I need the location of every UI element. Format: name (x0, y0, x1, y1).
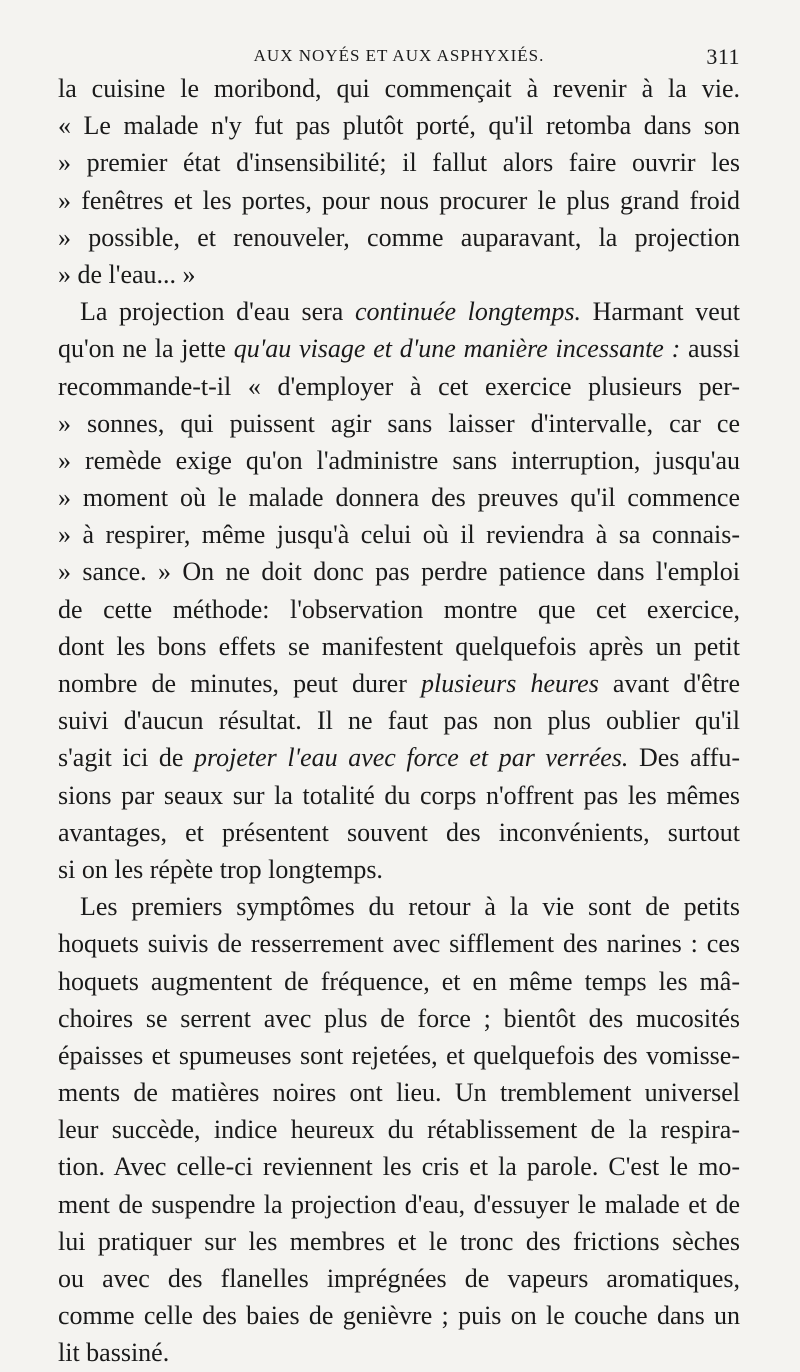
text-line (58, 293, 740, 330)
text-line (58, 851, 740, 888)
text-line (58, 1000, 740, 1037)
text-segment: recommande-t-il « d'employer à cet exercice plusieurs per- (58, 371, 740, 401)
text-line (58, 702, 740, 739)
text-segment: » possible, et renouveler, comme auparavant, la projection (58, 222, 740, 252)
text-line (58, 182, 740, 219)
text-line (58, 665, 740, 702)
text-line (58, 963, 740, 1000)
text-line (58, 219, 740, 256)
text-segment: Harmant veut (581, 297, 741, 327)
text-segment: sions par seaux sur la totalité du corps n'offrent pas les mêmes (58, 780, 740, 810)
text-line (58, 330, 740, 367)
running-head: AUX NOYÉS ET AUX ASPHYXIÉS. (253, 46, 545, 65)
text-line (58, 925, 740, 962)
text-segment: ou avec des flanelles imprégnées de vapeurs aromatiques, (58, 1264, 740, 1293)
text-line (58, 888, 740, 925)
text-segment: avant d'être (598, 669, 740, 698)
text-line (58, 442, 740, 479)
text-line (58, 777, 740, 814)
text-segment: choires se serrent avec plus de force ; bientôt des mucosités (58, 1003, 740, 1033)
text-line (58, 1148, 740, 1185)
text-segment: » premier état d'insensibilité; il fallut alors faire ouvrir les (58, 148, 740, 178)
text-line (58, 814, 740, 851)
text-line (58, 1223, 740, 1260)
text-segment: épaisses et spumeuses sont rejetées, et quelquefois des vomisse- (58, 1040, 740, 1070)
text-line (58, 1074, 740, 1111)
text-line (58, 368, 740, 405)
text-line (58, 739, 740, 776)
page-header (58, 40, 740, 70)
text-segment: leur succède, indice heureux du rétablissement de la respira- (58, 1115, 740, 1145)
text-segment: hoquets suivis de resserrement avec sifflement des narines : ces (58, 929, 740, 959)
italic-text: projeter l'eau avec force et par verrées. (193, 743, 629, 773)
text-line (58, 1186, 740, 1223)
text-segment: hoquets augmentent de fréquence, et en même temps les mâ- (58, 966, 740, 996)
text-line (58, 516, 740, 553)
text-line (58, 107, 740, 144)
text-segment: de cette méthode: l'observation montre que cet exercice, (58, 594, 740, 624)
text-segment: » moment où le malade donnera des preuves qu'il commence (58, 483, 740, 513)
text-segment: La projection d'eau sera (80, 297, 355, 327)
text-line (58, 1297, 740, 1334)
text-segment: Des affu- (628, 743, 740, 773)
text-line (58, 1260, 740, 1297)
text-segment: aussi (680, 334, 741, 364)
text-line (58, 553, 740, 590)
text-segment: Les premiers symptômes du retour à la vie sont de petits (80, 892, 740, 922)
text-segment: » sonnes, qui puissent agir sans laisser d'intervalle, car ce (58, 408, 740, 438)
text-line (58, 1334, 740, 1371)
text-segment: » à respirer, même jusqu'à celui où il reviendra à sa connais- (58, 520, 740, 550)
text-segment: tion. Avec celle-ci reviennent les cris et la parole. C'est le mo- (58, 1152, 740, 1182)
text-segment: lui pratiquer sur les membres et le tronc des frictions sèches (58, 1226, 740, 1256)
italic-text: continuée longtemps. (354, 297, 582, 327)
text-segment: s'agit ici de (58, 743, 194, 773)
text-segment: nombre de minutes, peut durer (58, 669, 421, 698)
text-line (58, 628, 740, 665)
text-segment: dont les bons effets se manifestent quelquefois après un petit (58, 631, 740, 661)
text-line (58, 256, 740, 293)
page-number: 311 (706, 44, 740, 69)
text-segment: » sance. » On ne doit donc pas perdre patience dans l'emploi (58, 557, 740, 587)
text-segment: ment de suspendre la projection d'eau, d'essuyer le malade et de (58, 1189, 740, 1219)
text-segment: avantages, et présentent souvent des inconvénients, surtout (58, 817, 740, 847)
text-line (58, 405, 740, 442)
text-segment: suivi d'aucun résultat. Il ne faut pas non plus oublier qu'il (58, 706, 740, 736)
text-segment: ments de matières noires ont lieu. Un tremblement universel (58, 1078, 740, 1108)
text-segment: » de l'eau... » (58, 259, 196, 289)
text-line (58, 1037, 740, 1074)
italic-text: plusieurs heures (421, 669, 599, 698)
body-text (58, 70, 740, 1372)
text-segment: « Le malade n'y fut pas plutôt porté, qu'il retomba dans son (58, 111, 740, 141)
text-segment: comme celle des baies de genièvre ; puis on le couche dans un (58, 1301, 740, 1331)
text-line (58, 591, 740, 628)
text-line (58, 144, 740, 181)
text-line (58, 1111, 740, 1148)
text-segment: » fenêtres et les portes, pour nous procurer le plus grand froid (58, 185, 740, 215)
text-segment: qu'on ne la jette (58, 334, 234, 364)
text-segment: la cuisine le moribond, qui commençait à revenir à la vie. (58, 74, 740, 103)
italic-text: qu'au visage et d'une manière incessante : (233, 334, 681, 364)
text-segment: lit bassiné. (58, 1338, 170, 1368)
text-line (58, 479, 740, 516)
text-line (58, 70, 740, 107)
text-segment: » remède exige qu'on l'administre sans interruption, jusqu'au (58, 445, 740, 475)
text-segment: si on les répète trop longtemps. (58, 854, 383, 884)
